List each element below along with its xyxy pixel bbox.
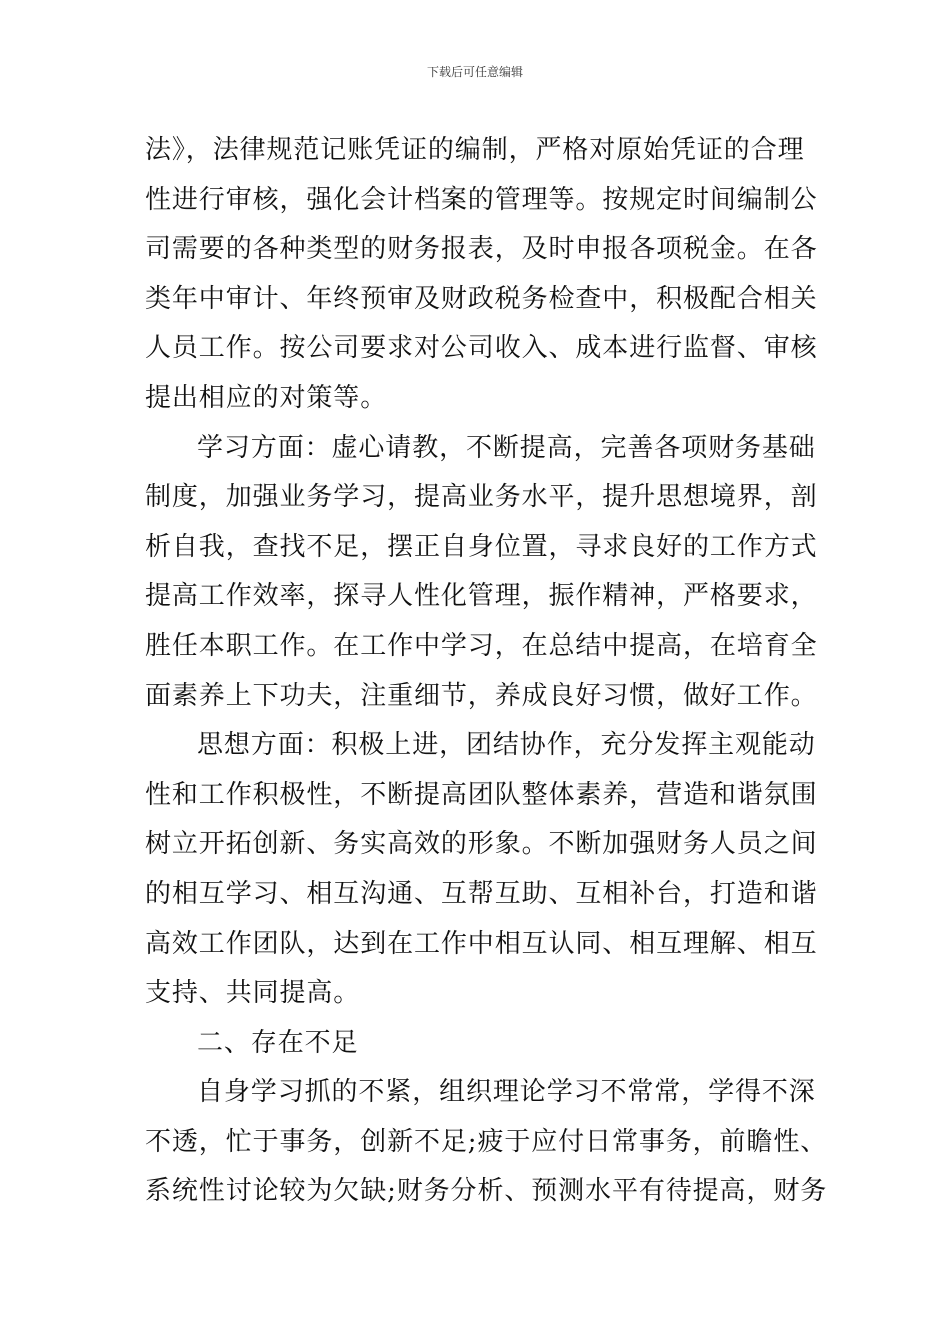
text-line: 制度，加强业务学习，提高业务水平，提升思想境界，剖 [145,482,818,513]
text-line: 自身学习抓的不紧，组织理论学习不常常，学得不深 [197,1077,816,1108]
text-line: 提出相应的对策等。 [145,382,388,413]
text-line: 法》，法律规范记账凭证的编制，严格对原始凭证的合理 [145,135,805,165]
text-line: 性进行审核，强化会计档案的管理等。按规定时间编制公 [145,184,818,215]
text-line: 胜任本职工作。在工作中学习，在总结中提高，在培育全 [145,630,818,661]
text-line: 系统性讨论较为欠缺;财务分析、预测水平有待提高，财务 [145,1176,828,1207]
text-line: 不透，忙于事务，创新不足;疲于应付日常事务，前瞻性、 [145,1126,828,1157]
text-line: 性和工作积极性，不断提高团队整体素养，营造和谐氛围 [145,779,818,810]
text-line: 思想方面：积极上进，团结协作，充分发挥主观能动 [197,730,816,761]
text-line: 提高工作效率，探寻人性化管理，振作精神，严格要求， [145,581,818,612]
text-line: 树立开拓创新、务实高效的形象。不断加强财务人员之间 [145,829,818,860]
page-header: 下载后可任意编辑 [426,65,523,79]
text-line: 二、存在不足 [197,1027,359,1058]
text-line: 析自我，查找不足，摆正自身位置，寻求良好的工作方式 [145,531,818,562]
text-line: 学习方面：虚心请教，不断提高，完善各项财务基础 [197,432,816,463]
text-line: 人员工作。按公司要求对公司收入、成本进行监督、审核 [145,333,818,364]
text-line: 支持、共同提高。 [145,978,361,1009]
text-line: 面素养上下功夫，注重细节，养成良好习惯，做好工作。 [145,680,818,711]
text-line: 类年中审计、年终预审及财政税务检查中，积极配合相关 [145,283,818,314]
text-line: 高效工作团队，达到在工作中相互认同、相互理解、相互 [145,928,818,959]
text-line: 的相互学习、相互沟通、互帮互助、互相补台，打造和谐 [145,878,818,909]
text-line: 司需要的各种类型的财务报表，及时申报各项税金。在各 [145,234,818,265]
document-body [145,126,828,1217]
